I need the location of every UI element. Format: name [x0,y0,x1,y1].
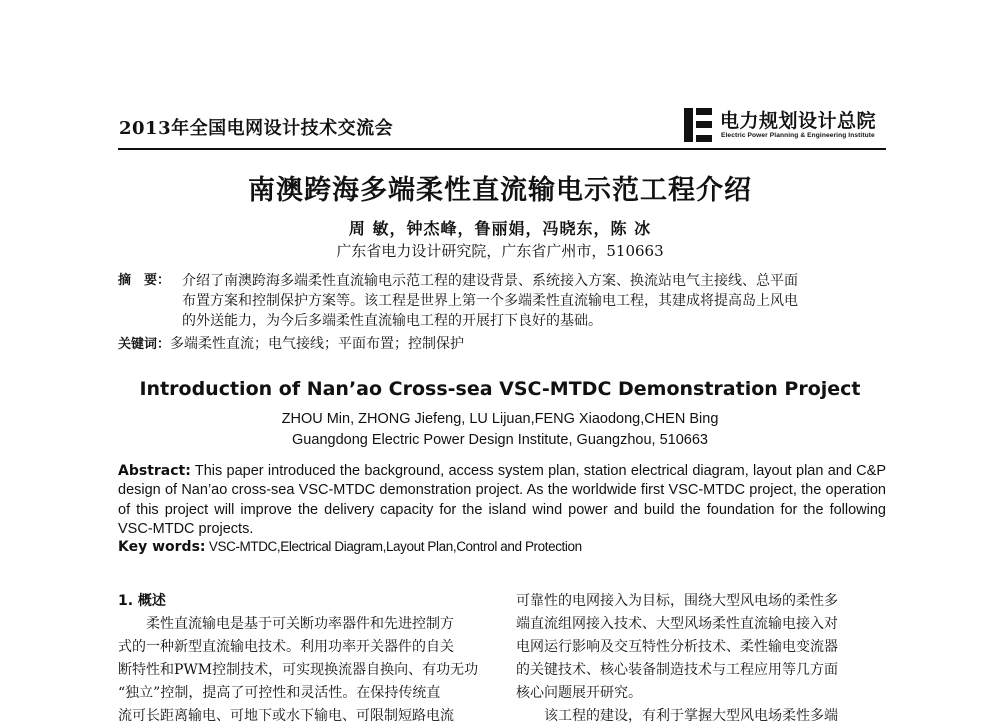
body-line: 式的一种新型直流输电技术。利用功率开关器件的自关 [118,639,454,655]
institute-logo-icon [684,108,712,142]
abstract-en [118,462,886,539]
abstract-cn-line: 布置方案和控制保护方案等。该工程是世界上第一个多端柔性直流输电工程，其建成将提高岛上风电 [182,293,798,309]
abstract-cn-line: 介绍了南澳跨海多端柔性直流输电示范工程的建设背景、系统接入方案、换流站电气主接线、总平面 [182,273,798,289]
body-line: 流可长距离输电、可地下或水下输电、可限制短路电流 [118,708,454,724]
body-line: “独立”控制，提高了可控性和灵活性。在保持传统直 [118,685,441,701]
body-line: 柔性直流输电是基于可关断功率器件和先进控制方 [146,616,454,632]
authors-cn: 周 敏，钟杰峰，鲁丽娟，冯晓东，陈 冰 [348,219,652,238]
abstract-en-label: Abstract: [118,463,191,479]
body-line: 端直流组网接入技术、大型风场柔性直流输电接入对 [516,616,838,632]
body-column-left [118,590,493,728]
abstract-cn-line: 的外送能力，为今后多端柔性直流输电工程的开展打下良好的基础。 [182,313,602,329]
body-line: 可靠性的电网接入为目标，围绕大型风电场的柔性多 [516,593,838,609]
abstract-cn [118,271,890,331]
body-column-right [516,590,891,728]
authors-en: ZHOU Min, ZHONG Jiefeng, LU Lijuan,FENG Xiaodong,CHEN Bing [281,411,719,427]
header-rule [118,148,886,150]
abstract-en-text: This paper introduced the background, access system plan, station electrical diagram, layout plan and C&P design of Nan’ao cross-sea VSC-MTDC demonstration project. As the worldwide first VSC-MTDC project, the operation of this project will improve the delivery capacity for the island wind power and build the foundation for the following VSC-MTDC projects. [118,463,886,537]
abstract-cn-label: 摘 要： [118,273,171,288]
keywords-cn-text: 多端柔性直流；电气接线；平面布置；控制保护 [170,336,465,352]
keywords-en-text: VSC-MTDC,Electrical Diagram,Layout Plan,Control and Protection [205,539,582,554]
body-line: 断特性和PWM控制技术，可实现换流器自换向、有功无功 [118,662,479,678]
logo-text-cn: 电力规划设计总院 [720,110,877,132]
logo-text-en: Electric Power Planning & Engineering Institute [721,132,875,139]
affiliation-en: Guangdong Electric Power Design Institute, Guangzhou, 510663 [292,432,708,448]
keywords-cn [118,333,464,353]
conference-name: 2013年全国电网设计技术交流会 [119,118,394,139]
keywords-cn-label: 关键词： [118,337,171,352]
body-line: 电网运行影响及交互特性分析技术、柔性输电变流器 [516,639,838,655]
body-line: 该工程的建设，有利于掌握大型风电场柔性多端 [544,708,838,724]
title-cn: 南澳跨海多端柔性直流输电示范工程介绍 [248,175,752,206]
institute-logo [684,104,894,146]
affiliation-cn: 广东省电力设计研究院，广东省广州市，510663 [336,242,664,260]
body-line: 核心问题展开研究。 [516,685,642,701]
title-en: Introduction of Nan’ao Cross-sea VSC-MTDC Demonstration Project [139,378,861,400]
keywords-en-label: Key words: [118,539,206,555]
section-heading: 1. 概述 [118,593,166,609]
body-line: 的关键技术、核心装备制造技术与工程应用等几方面 [516,662,838,678]
keywords-en [118,539,582,555]
